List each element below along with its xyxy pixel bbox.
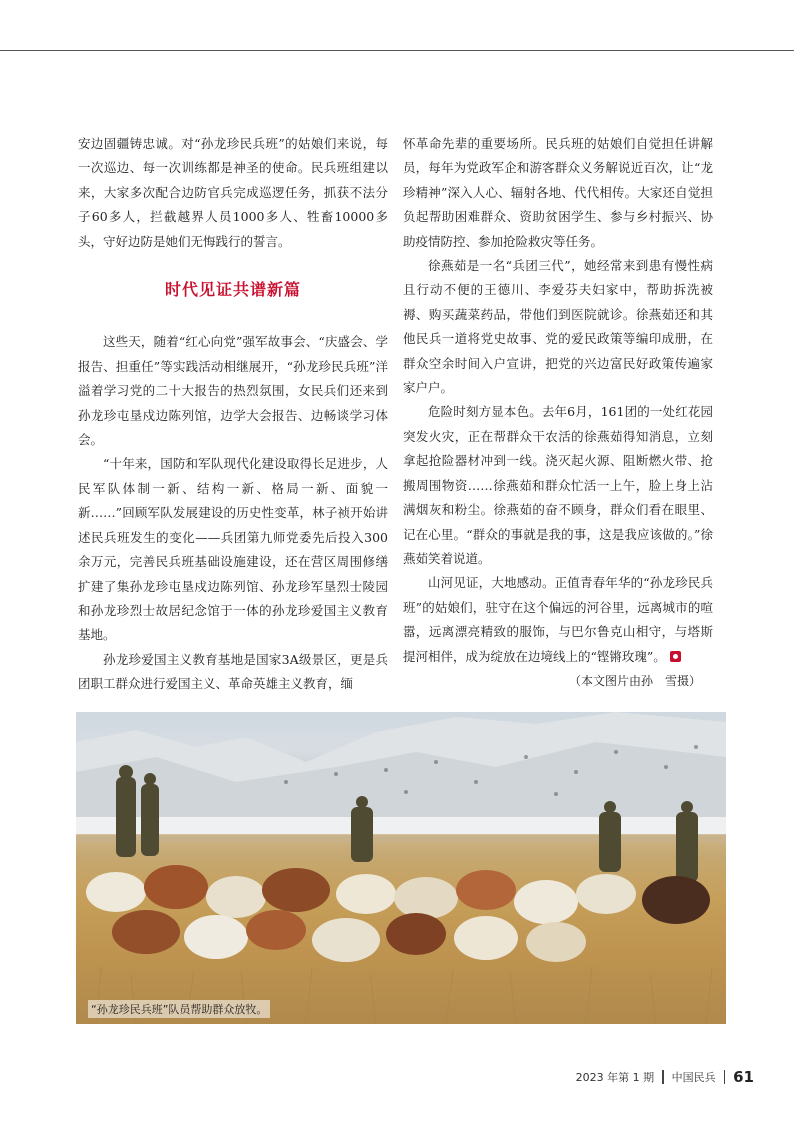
photo-caption: “孙龙珍民兵班”队员帮助群众放牧。 xyxy=(88,1000,270,1018)
paragraph: 危险时刻方显本色。去年6月，161团的一处红花园突发火灾，正在帮群众干农活的徐燕茹得知消息，立刻拿起抢险器材冲到一线。浇灭起火源、阻断燃火带、抢搬周围物资……徐燕茹和群众忙活一上午，脸上身上沾满烟灰和粉尘。徐燕茹的奋不顾身，群众们看在眼里、记在心里。“群众的事就是我的事，这是我应该做的。”徐燕茹笑着说道。 xyxy=(403,404,713,566)
top-rule xyxy=(0,50,794,51)
paragraph: 孙龙珍爱国主义教育基地是国家3A级景区，更是兵团职工群众进行爱国主义、革命英雄主义教育，缅 xyxy=(78,651,388,692)
magazine-name: 中国民兵 xyxy=(671,1071,716,1084)
photo-illustration xyxy=(76,712,726,1024)
article-photo xyxy=(76,712,726,1024)
paragraph: 安边固疆铸忠诚。对“孙龙珍民兵班”的姑娘们来说，每一次巡边、每一次训练都是神圣的使命。民兵班组建以来，大家多次配合边防官兵完成巡逻任务，抓获不法分子60多人，拦截越界人员1000多人、牲畜10000多头，守好边防是她们无悔践行的誓言。 xyxy=(78,136,388,249)
right-column xyxy=(403,132,713,693)
end-mark-icon xyxy=(670,651,681,662)
paragraph: 徐燕茹是一名“兵团三代”，她经常来到患有慢性病且行动不便的王德川、李爱芬夫妇家中，帮助拆洗被褥、购买蔬菜药品，带他们到医院就诊。徐燕茹还和其他民兵一道将党史故事、党的爱民政策等编印成册，在群众空余时间入户宣讲，把党的兴边富民好政策传遍家家户户。 xyxy=(403,258,713,396)
section-heading: 时代见证共谱新篇 xyxy=(164,280,301,300)
paragraph: 怀革命先辈的重要场所。民兵班的姑娘们自觉担任讲解员，每年为党政军企和游客群众义务解说近百次，让“龙珍精神”深入人心、辐射各地、代代相传。大家还自觉担负起帮助困难群众、资助贫困学生、参与乡村振兴、协助疫情防控、参加抢险救灾等任务。 xyxy=(403,136,713,249)
paragraph: “十年来，国防和军队现代化建设取得长足进步，人民军队体制一新、结构一新、格局一新、面貌一新……”回顾军队发展建设的历史性变革，林子祯开始讲述民兵班发生的变化——兵团第九师党委先后投入300余万元，完善民兵班基础设施建设，还在营区周围修缮扩建了集孙龙珍屯垦戍边陈列馆、孙龙珍军垦烈士陵园和孙龙珍烈士故居纪念馆于一体的孙龙珍爱国主义教育基地。 xyxy=(78,456,388,643)
footer-divider xyxy=(724,1070,726,1084)
paragraph xyxy=(403,571,713,669)
page-footer xyxy=(576,1068,754,1086)
closing-paragraph-text: 山河见证，大地感动。正值青春年华的“孙龙珍民兵班”的姑娘们，驻守在这个偏远的河谷里，远离城市的喧嚣，远离漂亮精致的服饰，与巴尔鲁克山相守，与塔斯提河相伴，成为绽放在边境线上的“铿锵玫瑰”。 xyxy=(403,575,713,664)
snow-field xyxy=(76,817,726,835)
photo-credit: （本文图片由孙 雪摄） xyxy=(568,673,701,688)
left-column xyxy=(78,132,388,697)
page-number: 61 xyxy=(733,1068,754,1086)
footer-divider xyxy=(662,1070,664,1084)
paragraph: 这些天，随着“红心向党”强军故事会、“庆盛会、学报告、担重任”等实践活动相继展开，“孙龙珍民兵班”洋溢着学习党的二十大报告的热烈氛围，女民兵们还来到孙龙珍屯垦戍边陈列馆，边学大会报告、边畅谈学习体会。 xyxy=(78,334,388,448)
issue-label: 2023 年第 1 期 xyxy=(575,1071,655,1084)
